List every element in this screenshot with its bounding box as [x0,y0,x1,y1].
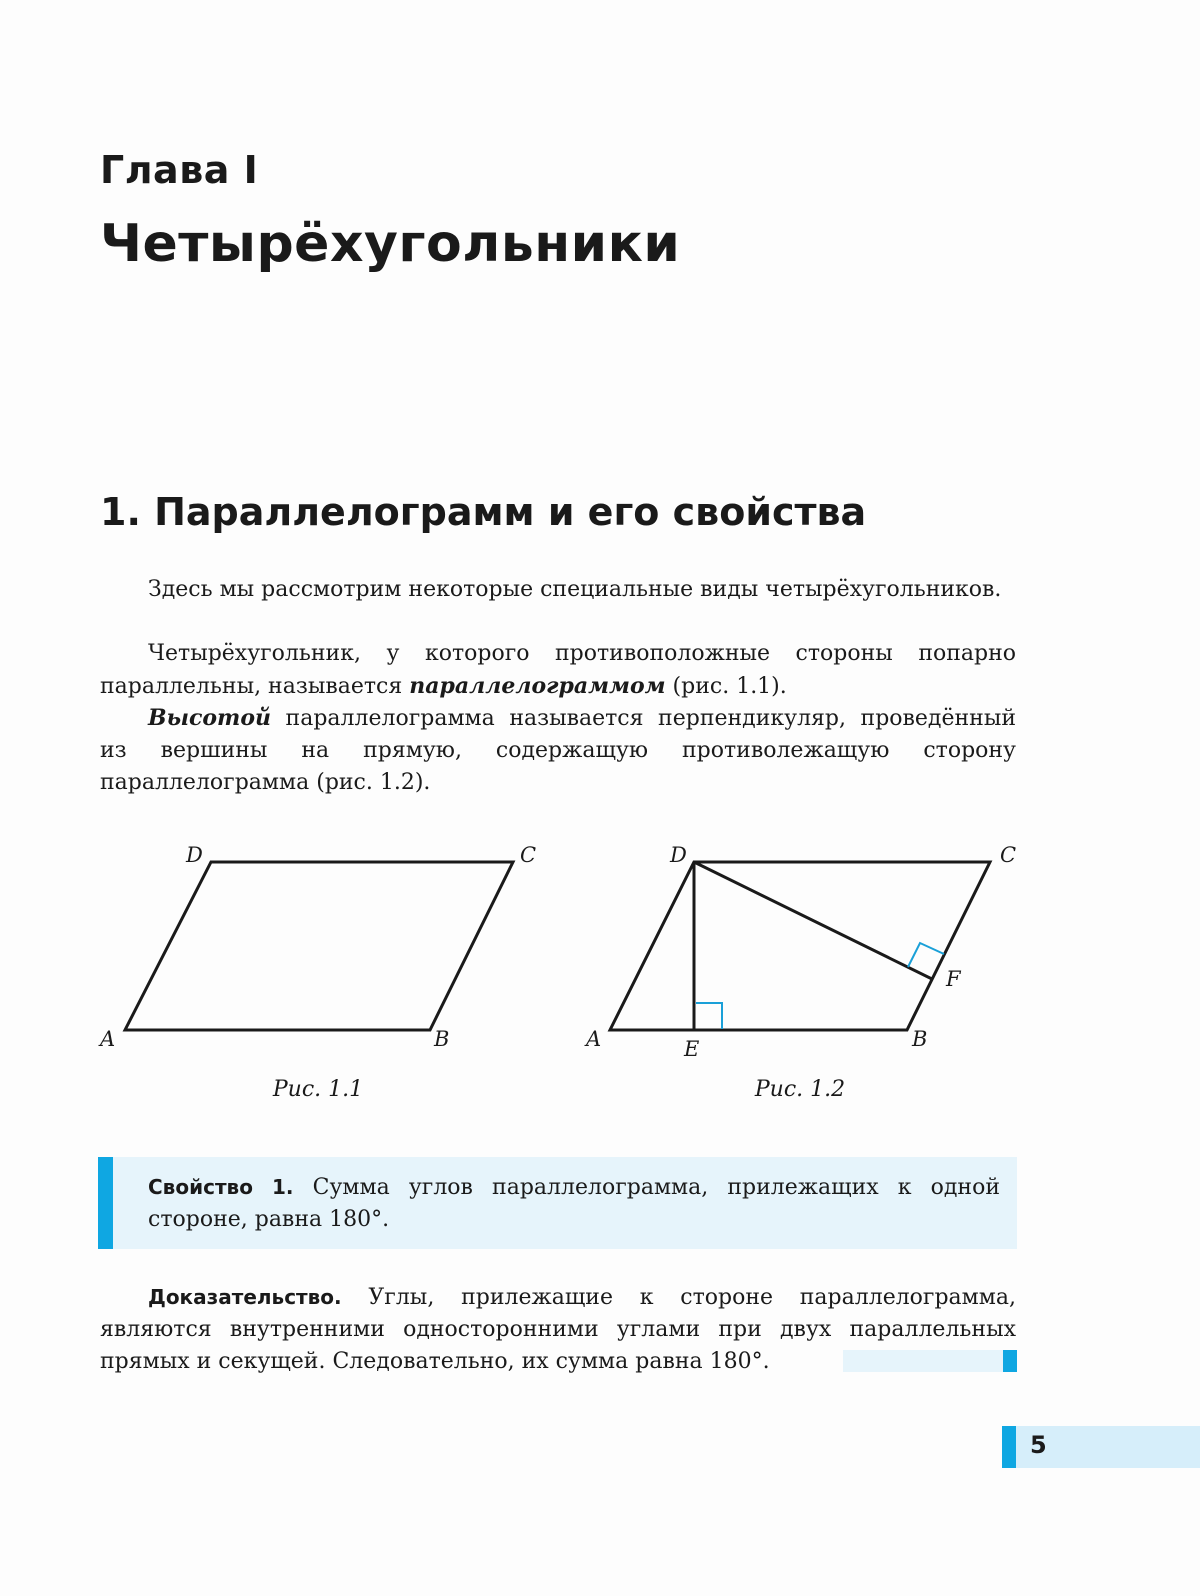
proof-heading: Доказательство. [148,1285,342,1309]
page-number: 5 [1030,1431,1047,1459]
figures-area [0,830,1200,1120]
property-accent-bar [98,1157,113,1249]
term-parallelogram: параллелограммом [409,673,666,699]
definition-parallelogram-tail: (рис. 1.1). [665,674,787,699]
definition-height-text: параллелограмма называется перпендикуляр, проведённый из вершины на прямую, содержащую противолежащую сторону параллелограмма (рис. 1.2). [100,706,1016,795]
term-height: Высотой [148,705,271,731]
fig2-label-d: D [670,843,687,867]
fig2-label-c: C [1000,843,1017,867]
fig2-caption: Рис. 1.2 [754,1077,846,1102]
property-statement [148,1171,1000,1236]
definition-height [100,702,1016,799]
definition-parallelogram [100,638,1016,703]
page-tab-accent [1002,1426,1016,1468]
qed-strip [843,1350,1003,1372]
figures-svg [0,830,1200,1120]
definition-parallelogram-lead: Четырёхугольник, у которого противоположные стороны попарно параллельны, называется [100,641,1016,699]
figure-1-1 [98,843,536,1102]
height-df [694,862,932,979]
fig1-label-c: C [520,843,537,867]
intro-text: Здесь мы рассмотрим некоторые специальные виды четырёхугольников. [148,577,1002,602]
property-box [98,1157,1017,1249]
fig2-label-a: A [586,1027,602,1051]
section-title: 1. Параллелограмм и его свойства [100,490,867,534]
property-text: Сумма углов параллелограмма, прилежащих к одной стороне, равна 180°. [148,1175,1000,1232]
fig1-label-a: A [100,1027,116,1051]
proof-text: Углы, прилежащие к стороне параллелограмма, являются внутренними односторонними углами при двух параллельных прямых и секущей. Следовательно, их сумма равна 180°. [100,1285,1016,1374]
parallelogram-abcd-2 [610,862,990,1030]
chapter-title: Четырёхугольники [100,214,681,274]
intro-paragraph [100,574,1016,606]
chapter-number: Глава I [100,148,259,192]
right-angle-mark-e [696,1003,722,1029]
fig1-label-d: D [186,843,203,867]
property-heading: Свойство 1. [148,1175,294,1199]
figure-1-2 [584,843,1016,1102]
qed-mark [1003,1350,1017,1372]
fig1-label-b: B [434,1027,450,1051]
page-number-tab [1002,1426,1200,1468]
fig2-label-f: F [946,967,961,991]
fig2-label-e: E [684,1037,700,1061]
parallelogram-abcd [125,862,513,1030]
fig1-caption: Рис. 1.1 [272,1077,364,1102]
fig2-label-b: B [912,1027,928,1051]
